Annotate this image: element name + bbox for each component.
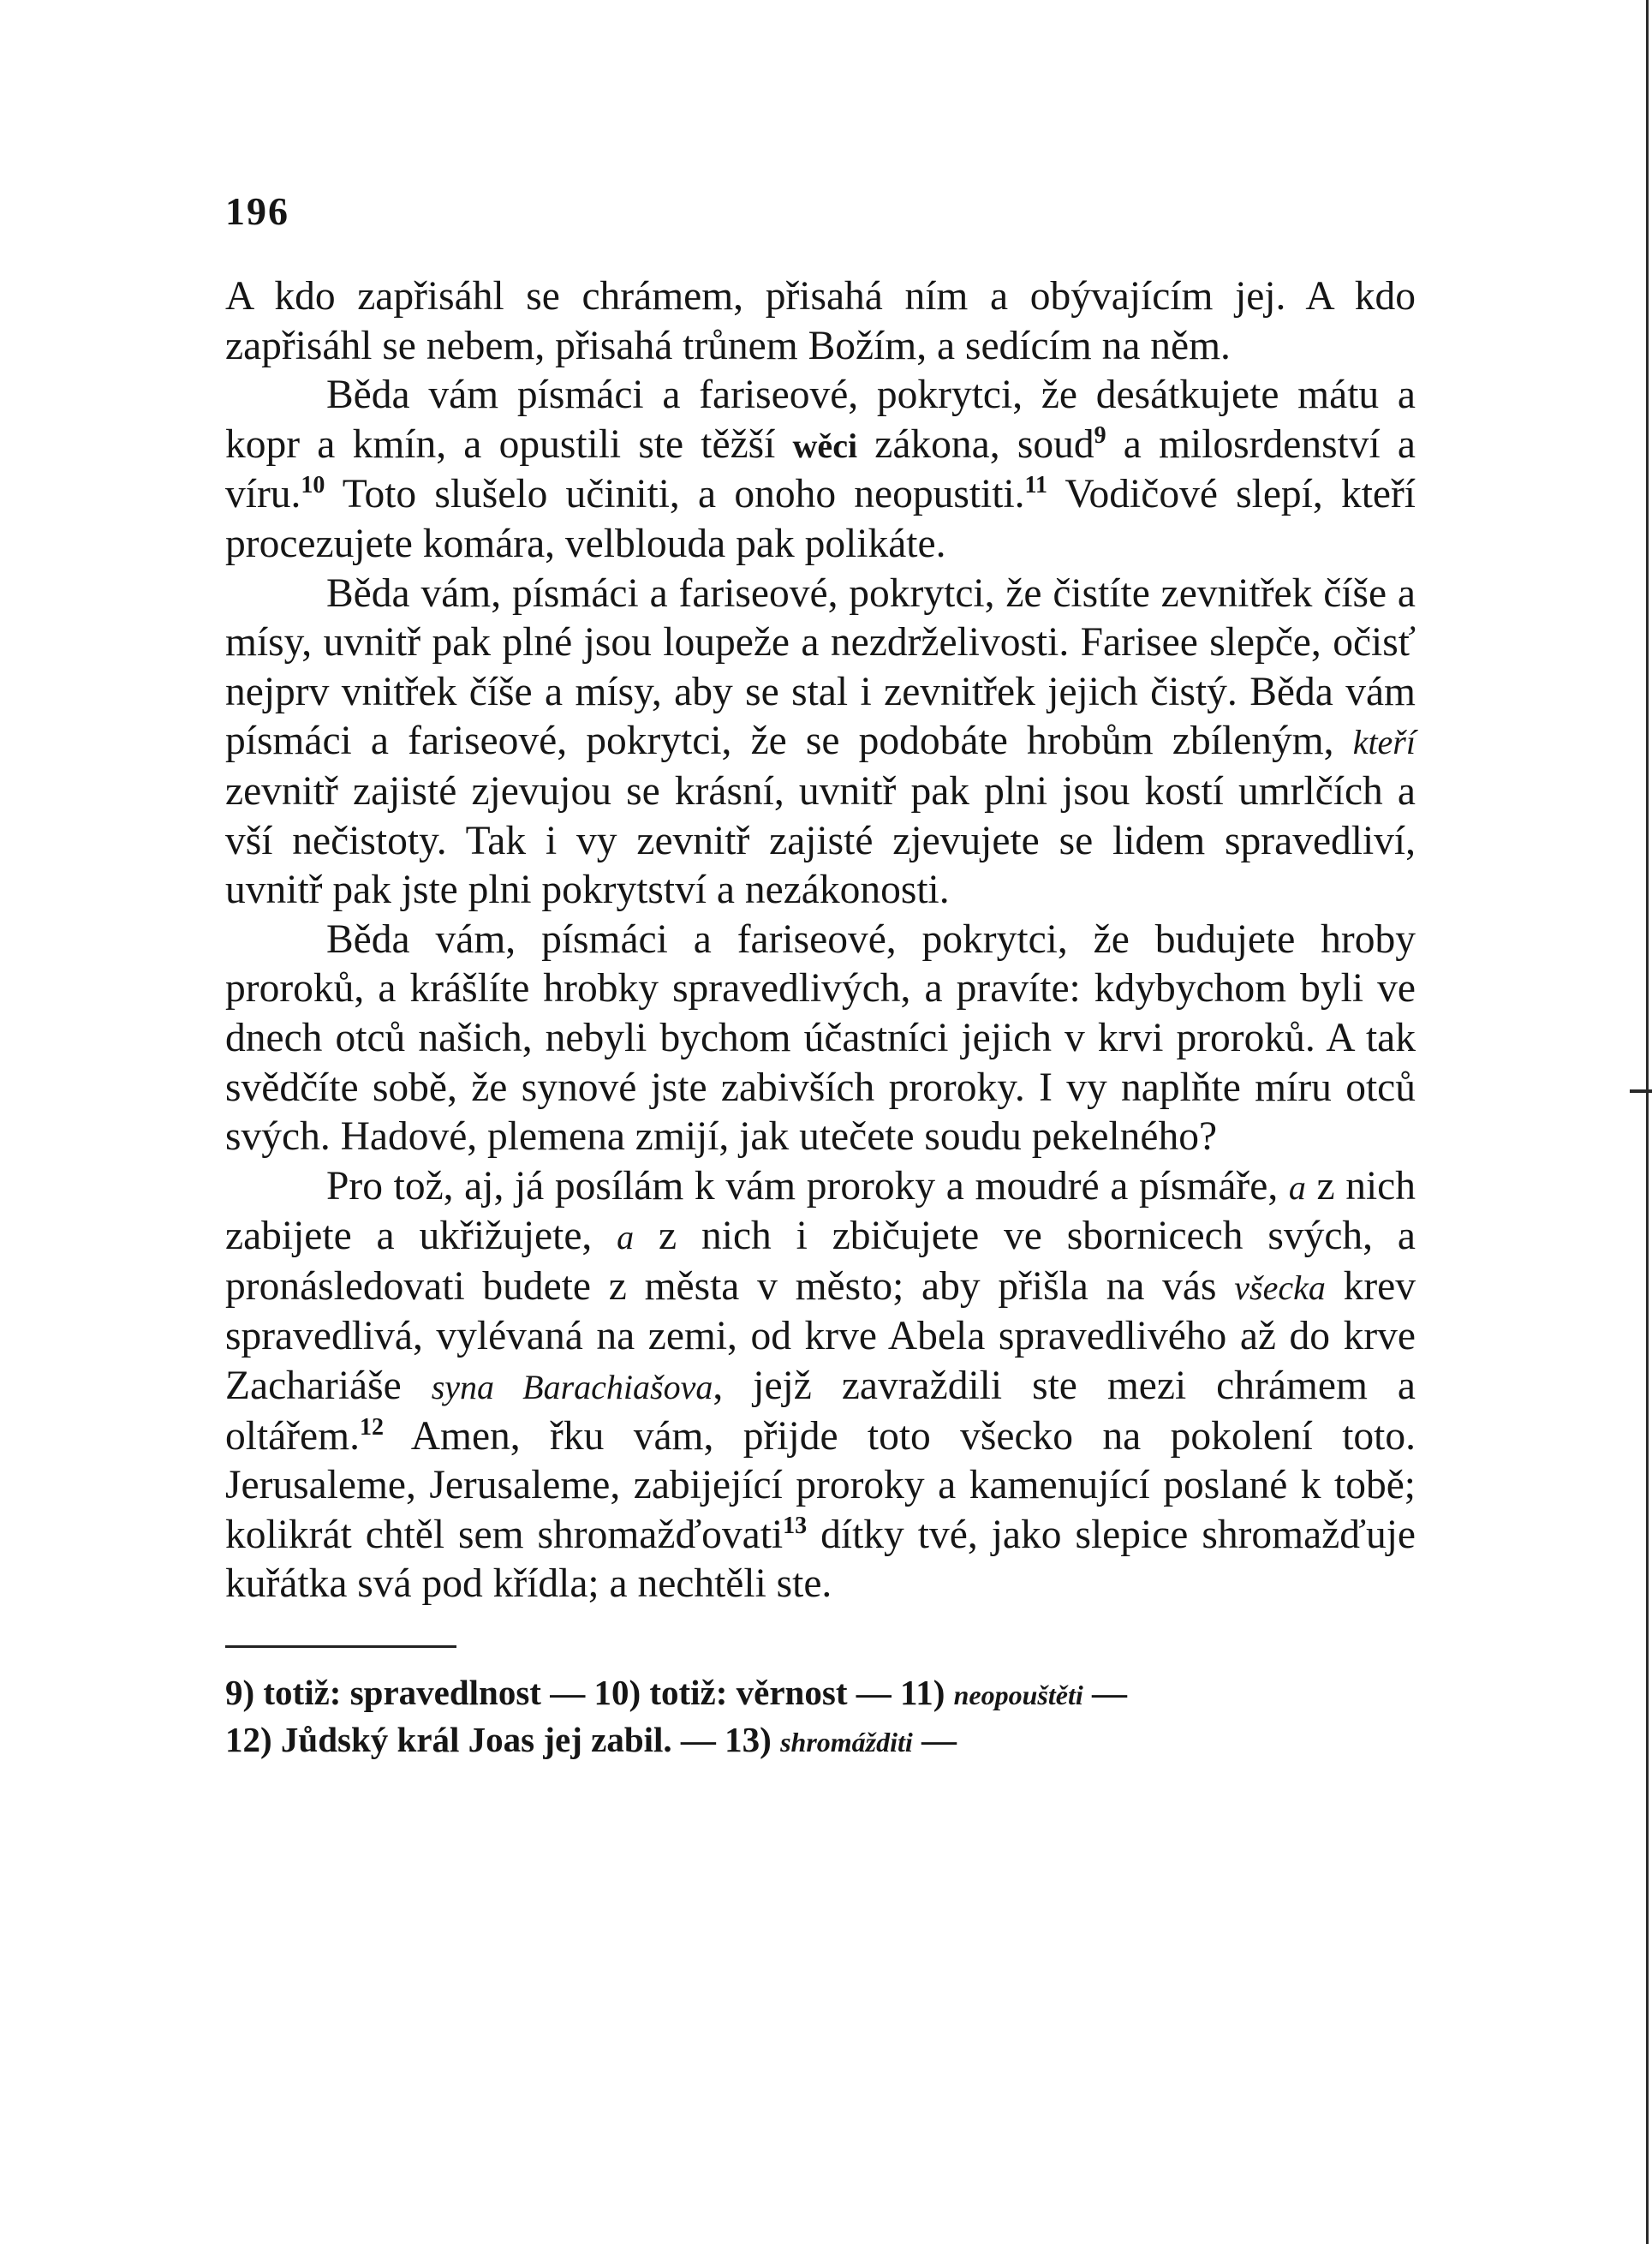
italic-text: a bbox=[617, 1218, 635, 1257]
footnote-ref: 12 bbox=[359, 1413, 384, 1441]
text-run: zákona, soud bbox=[857, 421, 1094, 467]
italic-text: kteří bbox=[1352, 723, 1416, 762]
text-run: zevnitř zajisté zjevujou se krásní, uvnitř pak plni jsou kostí umrlčích a vší nečistoty. Tak i vy zevnitř zajisté zjevujete se lidem spravedliví, uvnitř pak jste plni pokrytství a nezákonosti. bbox=[225, 768, 1416, 913]
footnote-ref: 10 bbox=[301, 472, 325, 499]
page-number: 196 bbox=[225, 189, 289, 233]
footnote-line bbox=[225, 1670, 1416, 1717]
text-run: dítky tvé, jako slepice shromažďuje kuřátka svá pod křídla; a nechtěli ste. bbox=[225, 1512, 1416, 1607]
text-run: a milosrdenství a víru. bbox=[225, 421, 1416, 517]
text-run: Toto slušelo učiniti, a onoho neopustiti. bbox=[325, 472, 1025, 517]
text-run: Amen, řku vám, přijde toto všecko na pokolení toto. Jerusaleme, Jerusaleme, zabijející proroky a kamenující poslané k tobě; kolikrát chtěl sem shromažďovati bbox=[225, 1413, 1416, 1557]
footnote-line bbox=[225, 1717, 1416, 1764]
footnote-ref: 11 bbox=[1024, 472, 1047, 499]
text-run: Pro tož, aj, já posílám k vám proroky a moudré a písmáře, bbox=[326, 1163, 1289, 1209]
text-run: Běda vám, písmáci a fariseové, pokrytci, že budujete hroby proroků, a krášlíte hrobky spravedlivých, a pravíte: kdybychom byli ve dnech otců našich, nebyli bychom účastníci jejich v krvi proroků. A tak svědčíte sobě, že synové jste zabivších proroky. I vy naplňte míru otců svých. Hadové, plemena zmijí, jak utečete soudu pekelného? bbox=[225, 916, 1416, 1160]
italic-text: a bbox=[1288, 1167, 1306, 1207]
paragraph bbox=[225, 1162, 1416, 1609]
text-run: — bbox=[1082, 1673, 1127, 1713]
paragraph bbox=[225, 570, 1416, 916]
footnote-ref: 9 bbox=[1094, 421, 1106, 449]
text-run: 12) Jůdský král Joas jej zabil. — 13) bbox=[225, 1720, 781, 1760]
fraktur-word: wěci bbox=[792, 426, 858, 465]
text-run: Běda vám písmáci a fariseové, pokrytci, že desátkujete mátu a kopr a kmín, a opustili ste těžší bbox=[225, 373, 1416, 467]
italic-text: všecka bbox=[1234, 1268, 1326, 1307]
paragraph bbox=[225, 916, 1416, 1162]
text-run: 9) totiž: spravedlnost — 10) totiž: věrnost — 11) bbox=[225, 1673, 954, 1713]
text-run: krev spravedlivá, vylévaná na zemi, od krve Abela spravedlivého až do krve Zachariáše bbox=[225, 1263, 1416, 1409]
scan-edge-mark bbox=[1630, 1089, 1652, 1093]
body-text bbox=[225, 272, 1416, 1609]
footnotes bbox=[225, 1670, 1416, 1764]
paragraph bbox=[225, 371, 1416, 569]
text-run: A kdo zapřisáhl se chrámem, přisahá ním a obývajícím jej. A kdo zapřisáhl se nebem, přisahá trůnem Božím, a sedícím na něm. bbox=[225, 274, 1416, 368]
text-run: Běda vám, písmáci a fariseové, pokrytci, že čistíte zevnitřek číše a mísy, uvnitř pak plné jsou loupeže a nezdrželivosti. Farisee slepče, očisť nejprv vnitřek číše a mísy, aby se stal i zevnitřek jejich čistý. Běda vám písmáci a fariseové, pokrytci, že se podobáte hrobům zbíleným, bbox=[225, 570, 1416, 764]
text-run: Vodičové slepí, kteří procezujete komára, velblouda pak polikáte. bbox=[225, 472, 1416, 566]
italic-text: syna Barachiašova bbox=[431, 1368, 713, 1407]
italic-text: neopouštěti bbox=[953, 1680, 1083, 1711]
paragraph bbox=[225, 272, 1416, 371]
text-run: z nich zabijete a ukřižujete, bbox=[225, 1163, 1416, 1259]
text-run: z nich i zbičujete ve sbornicech svých, a pronásledovati budete z města v město; aby přišla na vás bbox=[225, 1214, 1416, 1309]
scan-edge-line bbox=[1646, 0, 1649, 2244]
footnote-ref: 13 bbox=[783, 1512, 808, 1539]
italic-text: shromážditi bbox=[780, 1727, 913, 1758]
footnote-separator bbox=[225, 1645, 456, 1648]
text-run: , jejž zavraždili ste mezi chrámem a oltářem. bbox=[225, 1364, 1416, 1459]
book-page bbox=[225, 187, 1416, 1764]
text-run: — bbox=[912, 1720, 957, 1760]
